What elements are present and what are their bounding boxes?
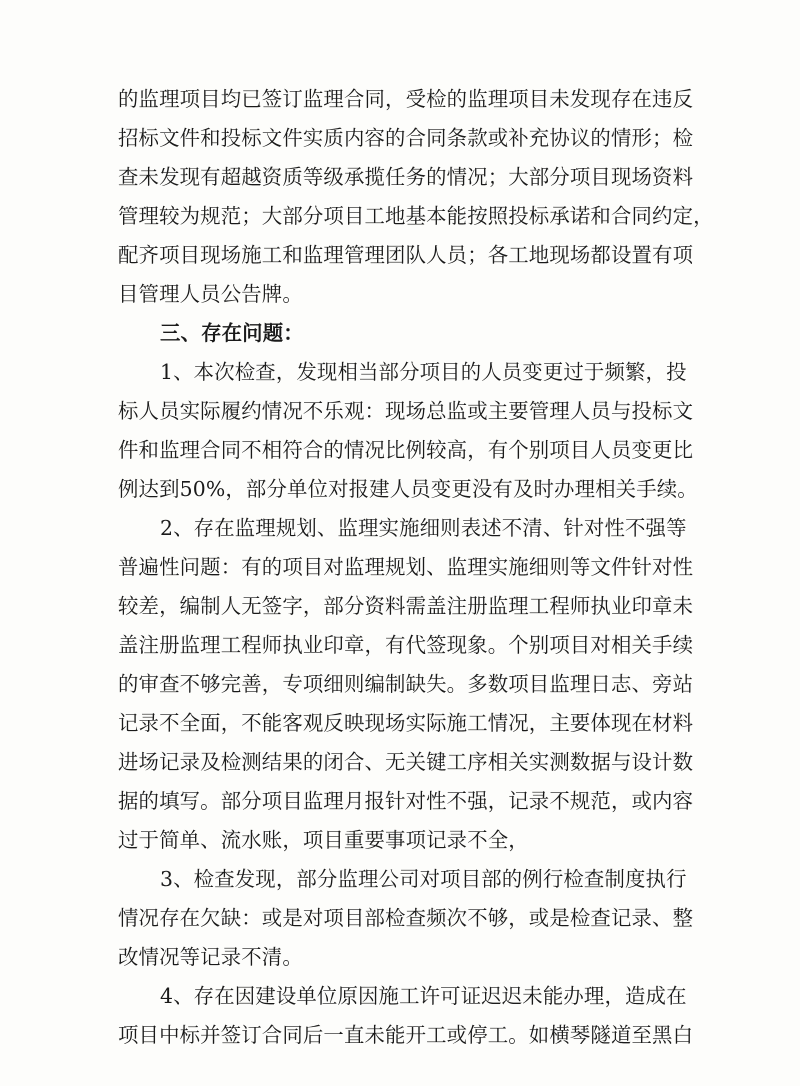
text-line-18: 进场记录及检测结果的闭合、无关键工序相关实测数据与设计数 xyxy=(118,750,694,774)
section-heading: 三、存在问题： xyxy=(160,321,304,345)
text-line-11: 例达到50%，部分单位对报建人员变更没有及时办理相关手续。 xyxy=(118,477,698,501)
text-line-19: 据的填写。部分项目监理月报针对性不强，记录不规范，或内容 xyxy=(118,789,694,813)
text-line-1: 的监理项目均已签订监理合同，受检的监理项目未发现存在违反 xyxy=(118,87,694,111)
text-line-9: 标人员实际履约情况不乐观：现场总监或主要管理人员与投标文 xyxy=(118,399,694,423)
text-line-2: 招标文件和投标文件实质内容的合同条款或补充协议的情形；检 xyxy=(118,126,694,150)
text-line-17: 记录不全面，不能客观反映现场实际施工情况，主要体现在材料 xyxy=(118,711,694,735)
text-line-4: 管理较为规范；大部分项目工地基本能按照投标承诺和合同约定， xyxy=(118,204,714,228)
text-line-25: 项目中标并签订合同后一直未能开工或停工。如横琴隧道至黑白 xyxy=(118,1023,694,1047)
text-line-6: 目管理人员公告牌。 xyxy=(118,282,303,306)
text-line-16: 的审查不够完善，专项细则编制缺失。多数项目监理日志、旁站 xyxy=(118,672,694,696)
text-line-20: 过于简单、流水账，项目重要事项记录不全， xyxy=(118,828,529,852)
text-line-8: 1、本次检查，发现相当部分项目的人员变更过于频繁，投 xyxy=(160,360,687,384)
text-line-21: 3、检查发现，部分监理公司对项目部的例行检查制度执行 xyxy=(160,867,687,891)
text-line-13: 普遍性问题：有的项目对监理规划、监理实施细则等文件针对性 xyxy=(118,555,694,579)
text-line-15: 盖注册监理工程师执业印章，有代签现象。个别项目对相关手续 xyxy=(118,633,694,657)
text-line-14: 较差，编制人无签字，部分资料需盖注册监理工程师执业印章未 xyxy=(118,594,694,618)
text-line-23: 改情况等记录不清。 xyxy=(118,945,303,969)
text-line-3: 查未发现有超越资质等级承揽任务的情况；大部分项目现场资料 xyxy=(118,165,694,189)
text-line-10: 件和监理合同不相符合的情况比例较高，有个别项目人员变更比 xyxy=(118,438,694,462)
text-line-24: 4、存在因建设单位原因施工许可证迟迟未能办理，造成在 xyxy=(160,984,687,1008)
text-line-12: 2、存在监理规划、监理实施细则表述不清、针对性不强等 xyxy=(160,516,687,540)
text-line-5: 配齐项目现场施工和监理管理团队人员；各工地现场都设置有项 xyxy=(118,243,694,267)
text-line-22: 情况存在欠缺：或是对项目部检查频次不够，或是检查记录、整 xyxy=(118,906,694,930)
